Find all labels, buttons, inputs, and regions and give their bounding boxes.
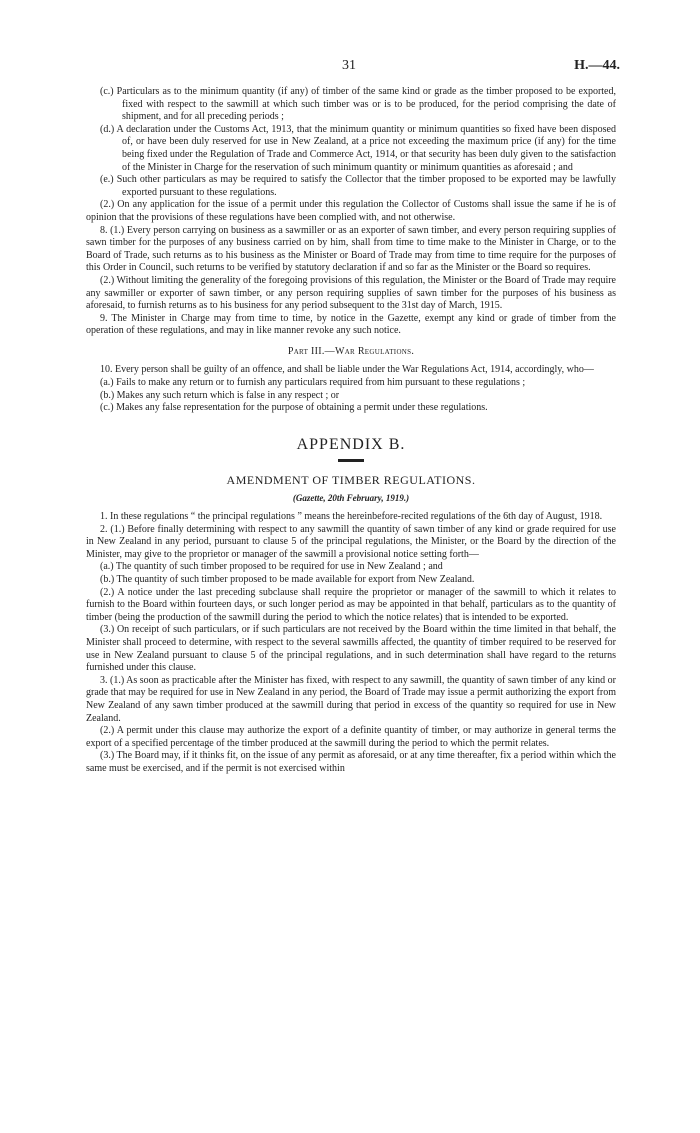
clause-paragraph: (3.) On receipt of such particulars, or if such particulars are not received by the Board within the time limited in that behalf, the Minister shall proceed to determine, with respect to the several sawmills affected, the quantity of timber required to be reserved for use in New Zealand pursuant to clause 5 of the principal regulations, and in such determination shall have regard to the returns furnished under this clause.	[86, 624, 616, 674]
clause-item: (a.) Fails to make any return or to furnish any particulars required from him pursuant to these regulations ;	[100, 377, 526, 389]
clause-paragraph: (3.) The Board may, if it thinks fit, on the issue of any permit as aforesaid, or at any time thereafter, fix a period within which the same must be exercised, and if the permit is not exercised within	[86, 750, 616, 774]
clause-item: (b.) Makes any such return which is false in any respect ; or	[100, 389, 340, 401]
page-number: 31	[342, 58, 356, 73]
clause-paragraph: (2.) A permit under this clause may authorize the export of a definite quantity of timber, or may authorize in general terms the export of a specified percentage of the timber produced at the sawmill during the period to which the permit relates.	[86, 725, 616, 749]
appendix-title: APPENDIX B.	[296, 435, 406, 453]
gazette-reference: (Gazette, 20th February, 1919.)	[292, 493, 410, 504]
clause-item: (d.) A declaration under the Customs Act, 1913, that the minimum quantity or minimum quantities so fixed have been disposed of, or have been duly reserved for use in New Zealand, at a price not exceeding the maximum price (if any) for the time being fixed under the Regulation of Trade and Commerce Act, 1914, or that security has been duly given to the satisfaction of the Minister in Charge for the reservation of such minimum quantity or minimum quantities as aforesaid ; and	[100, 123, 616, 173]
clause-item: (a.) The quantity of such timber proposed to be required for use in New Zealand ; and	[100, 561, 443, 573]
clause-paragraph: 10. Every person shall be guilty of an offence, and shall be liable under the War Regulations Act, 1914, accordingly, who—	[100, 364, 594, 376]
clause-item: (c.) Makes any false representation for the purpose of obtaining a permit under these regulations.	[100, 402, 488, 414]
clause-item: (e.) Such other particulars as may be required to satisfy the Collector that the timber proposed to be exported may be lawfully exported pursuant to these regulations.	[100, 174, 616, 198]
appendix-subtitle: AMENDMENT OF TIMBER REGULATIONS.	[226, 472, 476, 487]
clause-item: (b.) The quantity of such timber proposed to be made available for export from New Zealand.	[100, 574, 475, 585]
page-content	[86, 86, 616, 776]
clause-paragraph: 9. The Minister in Charge may from time to time, by notice in the Gazette, exempt any kind or grade of timber from the operation of these regulations, and may in like manner revoke any such notice.	[86, 312, 616, 337]
title-rule	[338, 459, 364, 462]
clause-paragraph: 3. (1.) As soon as practicable after the Minister has fixed, with respect to any sawmill, the quantity of sawn timber of any kind or grade that may be required for use in New Zealand in any period, the Board of Trade may issue a permit authorizing the export from New Zealand of any sawn timber produced at the sawmill during that period in excess of the quantity so required for use in New Zealand.	[86, 674, 616, 724]
clause-item: (c.) Particulars as to the minimum quantity (if any) of timber of the same kind or grade as the timber proposed to be exported, fixed with respect to the sawmill at which such timber was or is to be produced, for the period comprising the date of shipment, and for all preceding periods ;	[100, 86, 616, 123]
part-heading: Part III.—War Regulations.	[287, 345, 415, 357]
document-code: H.—44.	[574, 58, 620, 73]
clause-paragraph: (2.) On any application for the issue of a permit under this regulation the Collector of Customs shall issue the same if he is of opinion that the provisions of these regulations have been complied with, and not otherwise.	[86, 199, 616, 223]
clause-paragraph: 8. (1.) Every person carrying on business as a sawmiller or as an exporter of sawn timber, and every person requiring supplies of sawn timber for the purposes of any business carried on by him, shall from time to time make to the Minister in Charge, or to the Board of Trade, such returns as to his business as the Minister or Board of Trade may from time to time require for the purposes of this Order in Council, such returns to be verified by statutory declaration if and so far as the Minister or the Board so requires.	[86, 224, 616, 274]
clause-paragraph: 2. (1.) Before finally determining with respect to any sawmill the quantity of sawn timber of any kind or grade required for use in New Zealand in any period, pursuant to clause 5 of the principal regulations, the Minister, or the Board by the direction of the Minister, may give to the proprietor or manager of the sawmill a provisional notice setting forth—	[86, 523, 616, 560]
clause-paragraph: (2.) A notice under the last preceding subclause shall require the proprietor or manager of the sawmill to which it relates to furnish to the Board within fourteen days, or such longer period as may be appointed in that behalf, particulars as to the quantity of timber (being the production of the sawmill during the period to which the notice relates) that is intended to be exported.	[86, 586, 616, 623]
clause-paragraph: 1. In these regulations “ the principal regulations ” means the hereinbefore-recited regulations of the 6th day of August, 1918.	[100, 511, 603, 523]
clause-paragraph: (2.) Without limiting the generality of the foregoing provisions of this regulation, the Minister or the Board of Trade may require any sawmiller or exporter of sawn timber, or any person requiring supplies of sawn timber for the purposes of his business as aforesaid, to furnish returns as to his business for any period subsequent to the 31st day of March, 1915.	[86, 274, 616, 312]
